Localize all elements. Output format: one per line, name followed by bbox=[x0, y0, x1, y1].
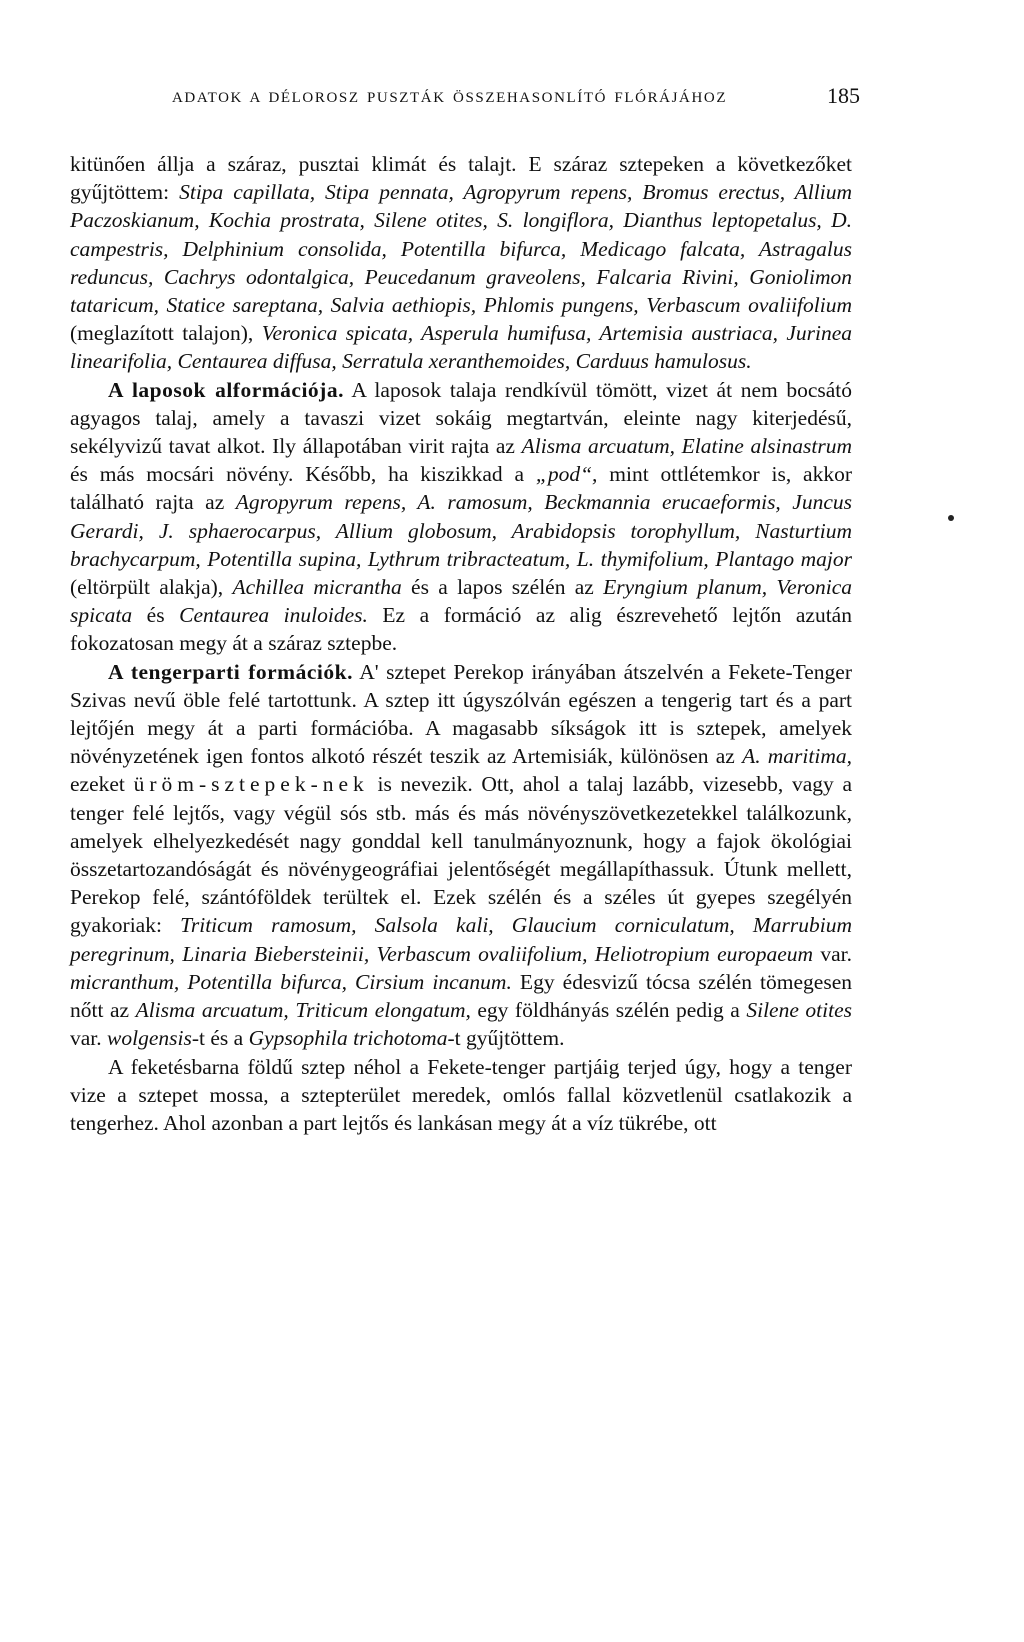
text-segment: (meglazított talajon), bbox=[70, 321, 262, 346]
text-segment: és bbox=[132, 603, 180, 628]
italic-species-text: micranthum, Potentilla bifurca, Cirsium incanum. bbox=[70, 969, 512, 994]
text-segment: (eltörpült alakja), bbox=[70, 575, 233, 600]
italic-species-text: Stipa capillata, Stipa pennata, Agropyrum repens, Bromus erectus, Allium Paczoskianum, Kochia prostrata, Silene otites, S. longiflora, Dianthus leptopetalus, D. campestris, Delphinium consolida, Potentilla bifurca, Medicago falcata, Astragalus reduncus, Cachrys odontalgica, Peucedanum graveolens, Falcaria Rivini, Goniolimon tataricum, Statice sareptana, Salvia aethiopis, Phlomis pungens, Verbascum ovaliifolium bbox=[70, 180, 852, 318]
text-segment: és más mocsári növény. Később, ha kiszikkad a bbox=[70, 462, 536, 487]
italic-species-text: Veronica spicata, Asperula humifusa, Artemisia austriaca, Jurinea linearifolia, Centaurea diffusa, Serratula xeranthemoides, Carduus hamulosus. bbox=[70, 321, 853, 374]
text-segment: -t gyűjtöttem. bbox=[447, 1026, 565, 1051]
text-segment: kitünően állja a száraz, pusztai klimát és talajt. E száraz sztepeken a következőket gyűjtöttem: bbox=[70, 152, 852, 205]
header-title: ADATOK A DÉLOROSZ PUSZTÁK ÖSSZEHASONLÍTÓ FLÓRÁJÁHOZ bbox=[172, 90, 728, 106]
section-heading: A tengerparti formációk. bbox=[108, 659, 353, 684]
paragraph bbox=[70, 150, 852, 376]
body-text bbox=[70, 150, 852, 1137]
text-segment: egy földhányás szélén pedig a bbox=[470, 998, 747, 1023]
text-segment: A feketésbarna földű sztep néhol a Fekete-tenger partjáig terjed úgy, hogy a tenger vize a sztepet mossa, a sztepterület meredek, omlós fallal közvetlenül csatlakozik a tengerhez. Ahol azonban a part lejtős és lankásan megy át a víz tükrébe, ott bbox=[70, 1054, 852, 1135]
italic-species-text: „pod“, bbox=[535, 462, 598, 487]
text-segment: mint ottlétemkor is, akkor található rajta az bbox=[70, 462, 852, 515]
text-segment: ezeket bbox=[70, 772, 134, 797]
italic-species-text: Alisma arcuatum, Elatine alsinastrum bbox=[521, 434, 853, 459]
page-number: 185 bbox=[827, 83, 860, 108]
italic-species-text: Agropyrum repens, A. ramosum, Beckmannia erucaeformis, Juncus Gerardi, J. sphaerocarpus, Allium globosum, Arabidopsis torophyllum, Nasturtium brachycarpum, Potentilla supina, Lythrum tribracteatum, L. thymifolium, Plantago major bbox=[70, 490, 852, 571]
italic-species-text: Centaurea inuloides. bbox=[179, 603, 368, 628]
paragraph bbox=[70, 1053, 852, 1138]
text-segment: Ez a formáció az alig észrevehető lejtőn azután fokozatosan megy át a száraz sztepbe. bbox=[70, 603, 852, 656]
text-segment: és a lapos szélén az bbox=[401, 575, 604, 600]
italic-species-text: Silene otites bbox=[746, 998, 852, 1023]
italic-species-text: Eryngium planum, Veronica spicata bbox=[70, 575, 853, 628]
italic-species-text: Triticum ramosum, Salsola kali, Glaucium corniculatum, Marrubium peregrinum, Linaria Biebersteinii, Verbascum ovaliifolium, Heliotropium europaeum bbox=[70, 913, 852, 966]
italic-species-text: Achillea micrantha bbox=[232, 575, 402, 600]
text-segment: var. bbox=[813, 941, 852, 966]
paragraph bbox=[70, 376, 852, 658]
italic-species-text: Gypsophila trichotoma bbox=[248, 1026, 448, 1051]
running-header bbox=[70, 78, 860, 118]
print-speck bbox=[948, 515, 954, 521]
section-heading: A laposok alformációja. bbox=[108, 377, 344, 402]
paragraph bbox=[70, 658, 852, 1053]
text-segment: is nevezik. Ott, ahol a talaj lazább, vizesebb, vagy a tenger felé lejtős, vagy végül sós stb. más és más növényszövetkezetekkel találkozunk, amelyek elhelyezkedését nagy gonddal kell tanulmányoznunk, hogy a fajok ökológiai összetartozandóságát és növénygeográfiai jelentőségét megállapíthassuk. Útunk mellett, Perekop felé, szántóföldek terültek el. Ezek szélén és a széles út gyepes szegélyén gyakoriak: bbox=[70, 772, 852, 938]
italic-species-text: wolgensis bbox=[107, 1026, 192, 1051]
italic-species-text: A. maritima, bbox=[742, 744, 852, 769]
spaced-term: üröm-sztepek-nek bbox=[133, 772, 369, 797]
text-segment: -t és a bbox=[191, 1026, 249, 1051]
text-segment: var. bbox=[70, 1026, 108, 1051]
text-segment: Egy édesvizű tócsa szélén tömegesen nőtt az bbox=[70, 969, 852, 1023]
text-segment: A laposok talaja rendkívül tömött, vizet át nem bocsátó agyagos talaj, amely a tavaszi vizet sokáig megtartván, eleinte nagy kiterjedésű, sekélyvizű tavat alkot. Ily állapotában virit rajta az bbox=[70, 377, 852, 459]
text-segment: A' sztepet Perekop irányában átszelvén a Fekete-Tenger Szivas nevű öble felé tartottunk. A sztep itt úgyszólván egészen a tengerig tart és a part lejtőjén megy át a parti formációba. A magasabb síkságok itt is sztepek, amelyek növényzetének igen fontos alkotó részét teszik az Artemisiák, különösen az bbox=[70, 659, 852, 769]
italic-species-text: Alisma arcuatum, Triticum elongatum, bbox=[135, 998, 471, 1023]
